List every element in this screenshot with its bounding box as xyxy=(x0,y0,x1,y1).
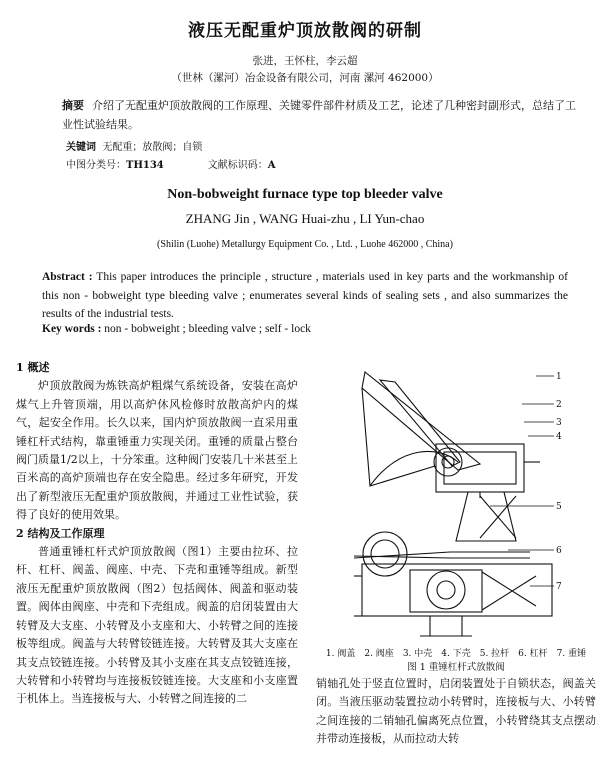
figure-1-diagram xyxy=(340,366,570,648)
part-label: 7. 重锤 xyxy=(556,649,587,659)
callout-6: 6 xyxy=(556,546,562,556)
valve-seat-circle xyxy=(427,571,465,609)
callout-1: 1 xyxy=(556,372,562,382)
keywords-en-label: Key words : xyxy=(42,323,102,335)
classification-line xyxy=(66,156,276,171)
section-1-heading: 1 概述 xyxy=(16,361,50,374)
callout-3: 3 xyxy=(556,418,562,428)
keywords-en xyxy=(42,323,311,335)
part-label: 5. 拉杆 xyxy=(479,649,510,659)
abstract-en-text: This paper introduces the principle , structure , materials used in key parts and the workmanship of this non - bobweight type bleeding valve ; enumerates several kinds of sealing sets , and also summarizes the results of the industrial tests. xyxy=(42,271,569,320)
lower-shell-shape xyxy=(362,564,552,616)
authors-cn: 张进，王怀柱，李云超 xyxy=(252,55,358,67)
abstract-cn-label: 摘要 xyxy=(62,99,84,112)
paper-title-en: Non-bobweight furnace type top bleeder valve xyxy=(167,187,443,202)
figure-1-parts-legend xyxy=(316,646,596,659)
section-2-paragraph: 普通重锤杠杆式炉顶放散阀（图1）主要由拉环、拉杆、杠杆、阀盖、阀座、中壳、下壳和重锤等组成。新型液压无配重炉顶放散阀（图2）包括阀体、阀盖和驱动装置。阀体由阀座、中壳和下壳组成。阀盖的启闭装置由大转臂及大支座、小转臂及小支座和大、小转臂之间的连接板等组成。阀盖与大转臂铰链连接。大转臂及其大支座在其支点铰链连接。小转臂及其小支座在其支点铰链连接，大转臂和小转臂均与连接板铰链连接。大支座和小支座置于机体上。当连接板与大、小转臂之间连接的二 xyxy=(16,545,298,706)
abstract-cn xyxy=(62,96,582,134)
part-label: 1. 阀盖 xyxy=(325,649,356,659)
section-1-paragraph: 炉顶放散阀为炼铁高炉粗煤气系统设备，安装在高炉煤气上升管顶端，用以高炉休风检修时放散高炉内的煤气，起安全作用。长久以来，国内炉顶放散阀一直采用重锤杠杆式结构，靠重锤重力实现关闭。重锤的质量占整台阀门质量1/2以上，十分笨重。这种阀门安装几十米甚至上百米高的高炉顶端也存在安全隐患。经过多年研究，开发出了新型液压无配重炉顶放散阀，并通过工业性试验，获得了良好的使用效果。 xyxy=(16,379,298,522)
doc-code-label: 文献标识码： xyxy=(207,160,268,171)
classification-label: 中图分类号： xyxy=(66,160,126,171)
keywords-en-text: non - bobweight ; bleeding valve ; self - lock xyxy=(104,323,311,335)
affiliation-en: (Shilin (Luohe) Metallurgy Equipment Co. , Ltd. , Luohe 462000 , China) xyxy=(157,239,453,250)
section-2-heading: 2 结构及工作原理 xyxy=(16,526,105,540)
keywords-cn-text: 无配重；放散阀；自锁 xyxy=(102,142,203,153)
affiliation-cn: （世林（漯河）冶金设备有限公司，河南 漯河 462000） xyxy=(171,72,439,84)
keywords-cn-label: 关键词 xyxy=(66,142,96,153)
abstract-en-label: Abstract : xyxy=(42,271,93,283)
classification-value: TH134 xyxy=(126,160,164,171)
authors-en: ZHANG Jin , WANG Huai-zhu , LI Yun-chao xyxy=(185,211,425,226)
part-label: 3. 中壳 xyxy=(402,649,433,659)
part-label: 2. 阀座 xyxy=(364,649,394,659)
callout-5: 5 xyxy=(556,502,562,512)
part-label: 4. 下壳 xyxy=(441,649,471,659)
leader-lines xyxy=(490,376,554,586)
part-label: 6. 杠杆 xyxy=(518,649,548,659)
doc-code-item xyxy=(208,160,276,171)
paper-title-cn: 液压无配重炉顶放散阀的研制 xyxy=(188,21,422,41)
figure-1-caption: 图 1 重锤杠杆式放散阀 xyxy=(407,662,505,673)
doc-code-value: A xyxy=(267,160,276,171)
callout-7: 7 xyxy=(556,582,562,592)
body-left-column xyxy=(16,359,298,709)
counterweight-shape xyxy=(363,532,407,576)
upper-shell-shape xyxy=(456,492,516,541)
keywords-cn xyxy=(66,138,202,153)
abstract-en xyxy=(42,268,568,324)
callout-2: 2 xyxy=(556,400,562,410)
classification-item xyxy=(66,160,164,171)
pull-rod-shape xyxy=(362,372,480,470)
callout-4: 4 xyxy=(556,432,562,442)
abstract-cn-text: 介绍了无配重炉顶放散阀的工作原理、关键零件部件材质及工艺，论述了几种密封副形式，总结了工业性试验结果。 xyxy=(62,99,576,131)
body-right-column: 销轴孔处于竖直位置时，启闭装置处于自锁状态，阀盖关闭。当液压驱动装置拉动小转臂时，连接板与大、小转臂之间连接的二销轴孔偏离死点位置，小转臂绕其支点摆动并带动连接板，从而拉动大转 xyxy=(316,677,596,746)
